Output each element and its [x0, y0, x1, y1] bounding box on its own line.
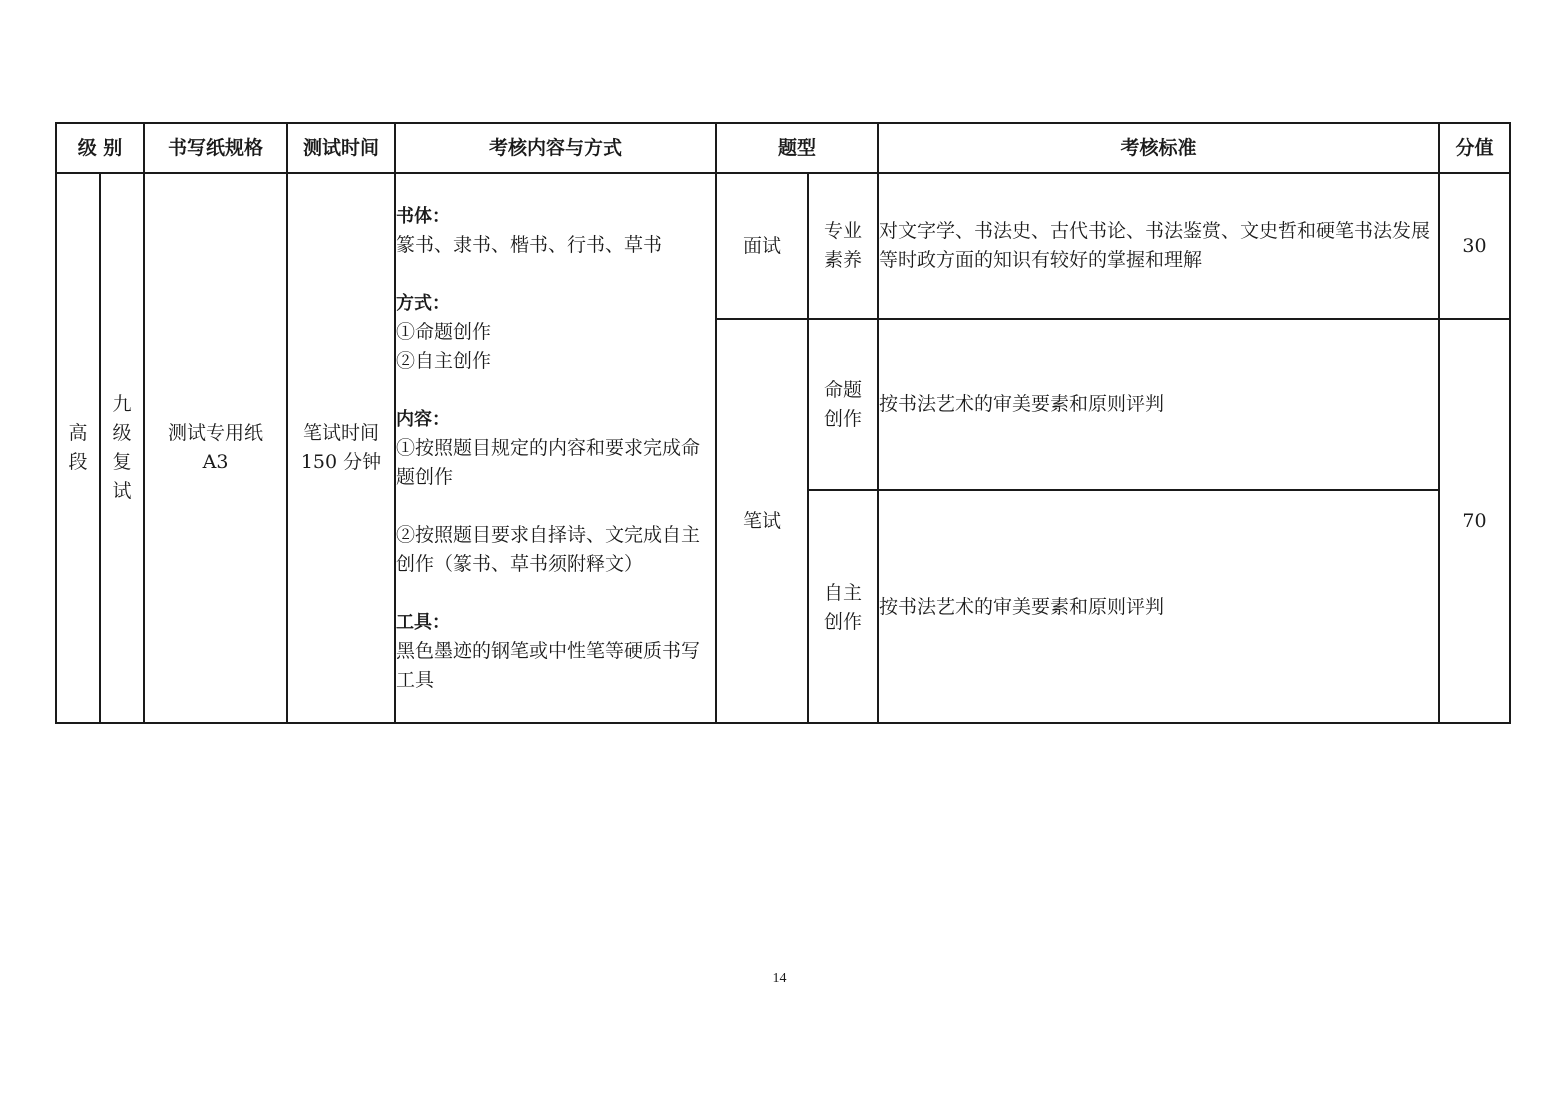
- script-title: 书体：: [396, 205, 450, 227]
- written-score-cell: [1439, 319, 1510, 723]
- written-sub1-subtype-cell: [808, 319, 878, 490]
- content-item-1: ①按照题目规定的内容和要求完成命题创作: [396, 436, 701, 488]
- written-sub1-subtype: 命题创作: [823, 379, 862, 430]
- written-sub2-standard: 按书法艺术的审美要素和原则评判: [879, 596, 1165, 618]
- paper-spec-line1: 测试专用纸: [167, 422, 263, 444]
- level-grade-cell: [100, 173, 144, 723]
- header-level: 级 别: [56, 123, 144, 173]
- header-paper-spec: 书写纸规格: [144, 123, 287, 173]
- written-sub2-standard-cell: [878, 490, 1439, 723]
- header-content-method: 考核内容与方式: [395, 123, 716, 173]
- paper-spec-line2: A3: [202, 451, 229, 473]
- test-time-line1: 笔试时间: [302, 422, 379, 444]
- interview-type: 面试: [742, 234, 781, 257]
- header-question-type: 题型: [716, 123, 878, 173]
- paper-spec-cell: [144, 173, 287, 723]
- written-sub1-standard-cell: [878, 319, 1439, 490]
- interview-standard: 对文字学、书法史、古代书论、书法鉴赏、文史哲和硬笔书法发展等时政方面的知识有较好的掌握和理解: [879, 220, 1431, 271]
- interview-subtype-cell: [808, 173, 878, 319]
- method-item-2: ②自主创作: [396, 349, 492, 372]
- written-sub2-subtype-cell: [808, 490, 878, 723]
- interview-score: 30: [1462, 234, 1487, 257]
- written-sub2-subtype: 自主创作: [823, 582, 862, 633]
- method-title: 方式：: [396, 292, 450, 314]
- script-text: 篆书、隶书、楷书、行书、草书: [396, 233, 663, 256]
- content-method-cell: [395, 173, 716, 723]
- content-title: 内容：: [396, 408, 450, 430]
- header-score: 分值: [1439, 123, 1510, 173]
- written-score: 70: [1462, 509, 1487, 532]
- tools-text: 黑色墨迹的钢笔或中性笔等硬质书写工具: [396, 639, 701, 691]
- interview-type-cell: [716, 173, 808, 319]
- content-item-2: ②按照题目要求自择诗、文完成自主创作（篆书、草书须附释文）: [396, 523, 701, 575]
- test-time-cell: [287, 173, 395, 723]
- method-item-1: ①命题创作: [396, 320, 492, 343]
- test-time-line2: 150 分钟: [300, 451, 382, 473]
- tools-title: 工具：: [396, 611, 450, 633]
- interview-score-cell: [1439, 173, 1510, 319]
- table-row: [56, 173, 1510, 319]
- header-standard: 考核标准: [878, 123, 1439, 173]
- level-band: 高段: [68, 422, 88, 473]
- exam-standards-table: [55, 122, 1511, 724]
- written-type-cell: [716, 319, 808, 723]
- header-test-time: 测试时间: [287, 123, 395, 173]
- written-sub1-standard: 按书法艺术的审美要素和原则评判: [879, 393, 1165, 415]
- header-row: [56, 123, 1510, 173]
- written-type: 笔试: [742, 509, 781, 532]
- level-band-cell: [56, 173, 100, 723]
- interview-standard-cell: [878, 173, 1439, 319]
- interview-subtype: 专业素养: [823, 220, 862, 271]
- level-grade: 九级复试: [112, 393, 132, 502]
- page-number: 14: [772, 971, 787, 986]
